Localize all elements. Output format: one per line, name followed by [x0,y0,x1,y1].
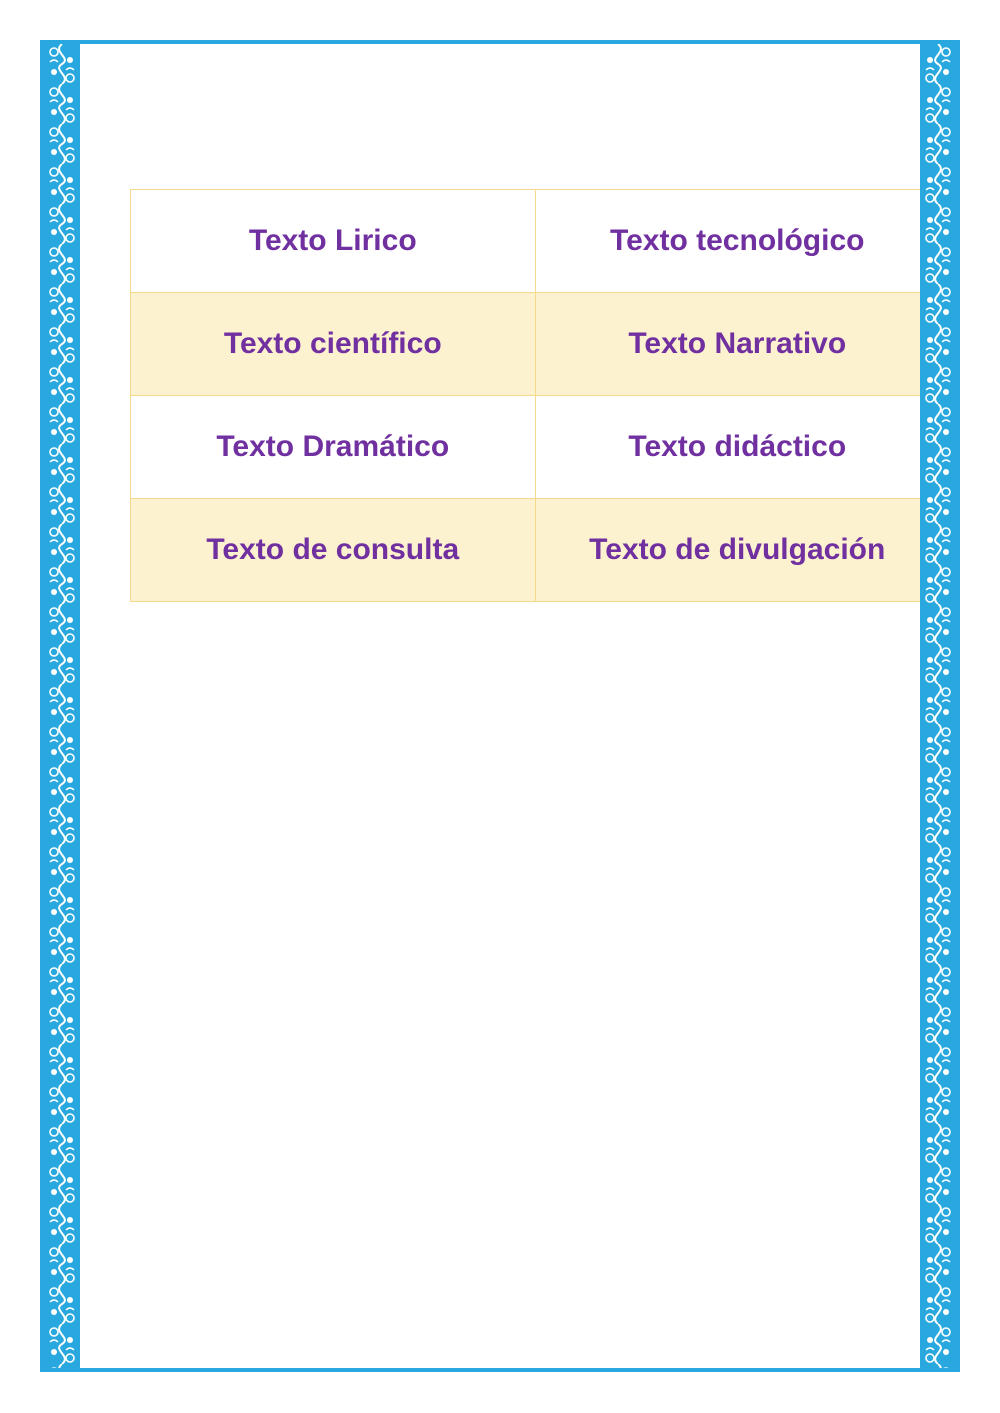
floral-vine-icon [920,44,956,1368]
table-cell: Texto científico [131,293,536,396]
content-area [80,44,920,1368]
table-row [131,190,940,293]
table-row [131,396,940,499]
left-floral-border [44,44,80,1368]
table-row [131,499,940,602]
floral-vine-icon [44,44,80,1368]
table-cell: Texto de divulgación [535,499,940,602]
table-cell: Texto Dramático [131,396,536,499]
text-types-table-wrapper [130,189,940,602]
table-cell: Texto Lirico [131,190,536,293]
text-types-table [130,189,940,602]
table-cell: Texto de consulta [131,499,536,602]
table-row [131,293,940,396]
table-cell: Texto didáctico [535,396,940,499]
right-floral-border [920,44,956,1368]
table-cell: Texto Narrativo [535,293,940,396]
table-cell: Texto tecnológico [535,190,940,293]
page-frame [40,40,960,1372]
